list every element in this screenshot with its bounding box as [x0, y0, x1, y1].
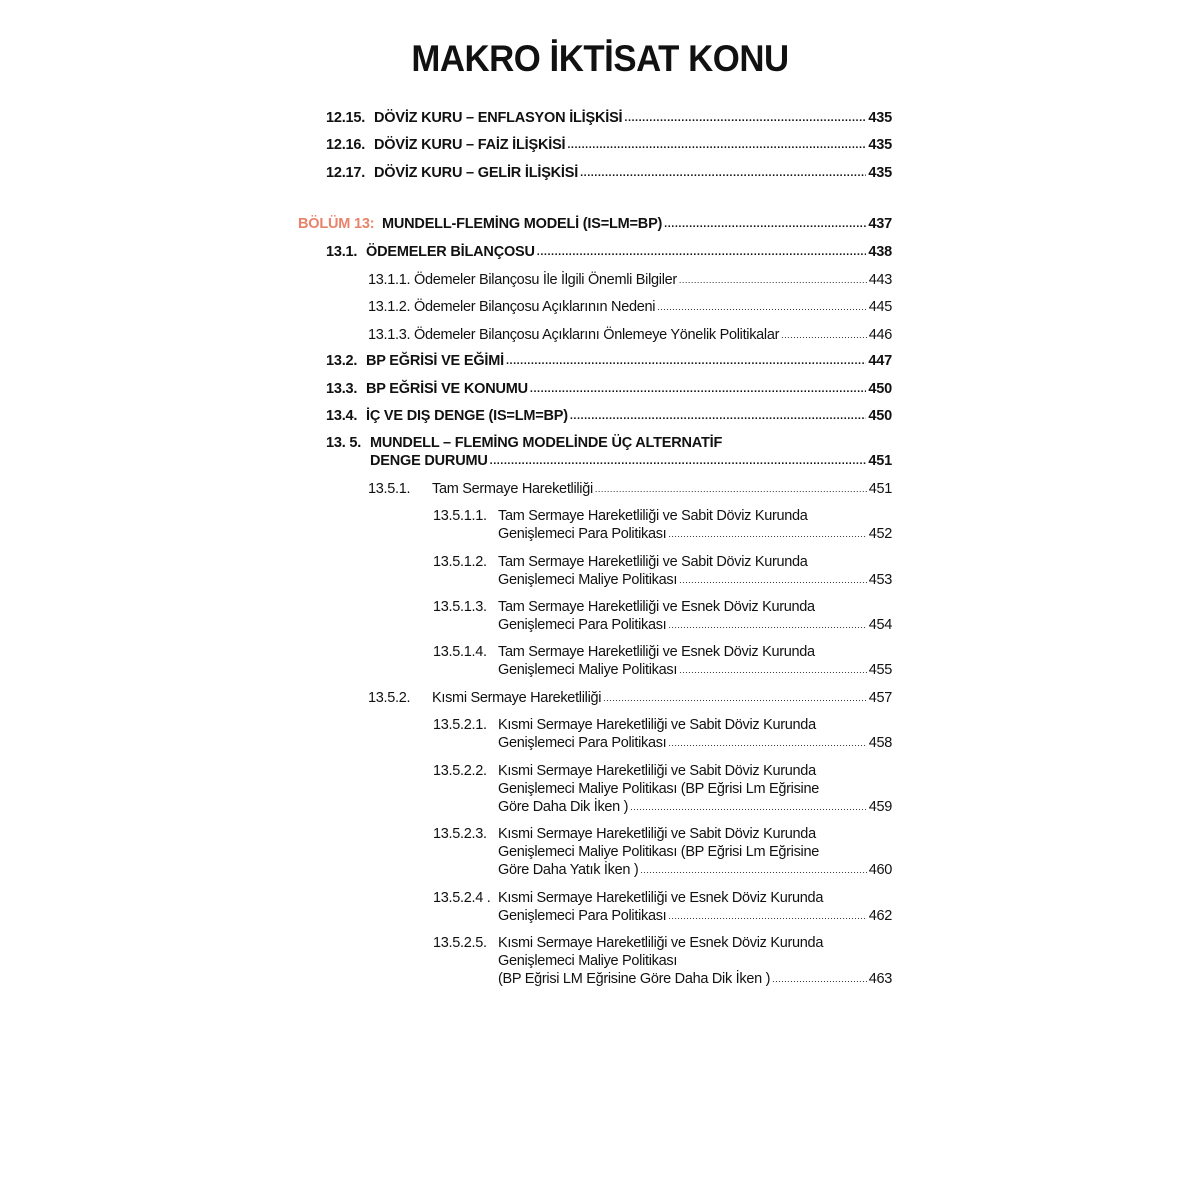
- toc-entry-number: 13.5.2.5.: [433, 935, 487, 951]
- toc-entry-number: 13. 5.: [326, 435, 362, 451]
- toc-entry-title-line: Kısmi Sermaye Hareketliliği ve Esnek Döviz Kurunda: [498, 890, 824, 906]
- toc-entry-number: 13.5.1.: [368, 481, 411, 497]
- toc-entry-title-line: Tam Sermaye Hareketliliği ve Esnek Döviz Kurunda: [498, 599, 815, 615]
- dot-leader: [595, 480, 867, 498]
- dot-leader: [490, 452, 867, 470]
- toc-entry-number: 13.4.: [326, 408, 358, 424]
- toc-entry-number: 13.1.2.: [368, 299, 411, 315]
- toc-entry[interactable]: [433, 643, 892, 679]
- toc-entry-page: 435: [868, 137, 892, 153]
- toc-entry-title: Genişlemeci Maliye Politikası: [498, 572, 678, 588]
- toc-entry-title-line: Tam Sermaye Hareketliliği ve Sabit Döviz Kurunda: [498, 508, 808, 524]
- toc-entry-number: 13.5.2.: [368, 690, 411, 706]
- toc-entry-number: 13.5.1.4.: [433, 644, 487, 660]
- toc-entry-title: Genişlemeci Maliye Politikası: [498, 662, 678, 678]
- toc-entry-page: 435: [868, 110, 892, 126]
- toc-entry-page: 445: [868, 299, 892, 315]
- dot-leader: [781, 326, 867, 344]
- toc-entry-page: 437: [868, 216, 892, 232]
- toc-entry-number: 13.5.2.3.: [433, 826, 487, 842]
- toc-entry-number: 13.5.1.2.: [433, 554, 487, 570]
- dot-leader: [668, 525, 866, 543]
- toc-entry-title: MUNDELL-FLEMİNG MODELİ (IS=LM=BP): [382, 216, 663, 232]
- dot-leader: [567, 136, 866, 154]
- toc-entry[interactable]: [326, 243, 892, 261]
- toc-entry[interactable]: [433, 716, 892, 752]
- dot-leader: [530, 380, 867, 398]
- toc-entry-title: Ödemeler Bilançosu Açıklarını Önlemeye Yönelik Politikalar: [414, 327, 780, 343]
- toc-entry-page: 463: [868, 971, 892, 987]
- toc-entry-title-line: Tam Sermaye Hareketliliği ve Sabit Döviz Kurunda: [498, 554, 808, 570]
- toc-entry-title-line: Genişlemeci Maliye Politikası (BP Eğrisi Lm Eğrisine: [498, 844, 819, 860]
- dot-leader: [679, 571, 867, 589]
- toc-entry-title-line: Genişlemeci Maliye Politikası: [498, 953, 678, 969]
- toc-entry-page: 457: [868, 690, 892, 706]
- toc-entry-title: Göre Daha Yatık İken ): [498, 862, 639, 878]
- toc-entry-page: 435: [868, 165, 892, 181]
- toc-entry-page: 460: [868, 862, 892, 878]
- toc-entry-page: 458: [868, 735, 892, 751]
- dot-leader: [580, 164, 866, 182]
- toc-entry[interactable]: [433, 762, 892, 816]
- toc-entry-number: 13.1.3.: [368, 327, 411, 343]
- dot-leader: [679, 661, 867, 679]
- toc-entry[interactable]: [368, 689, 892, 707]
- dot-leader: [668, 616, 866, 634]
- toc-entry-number: 12.16.: [326, 137, 366, 153]
- toc-entry-title: İÇ VE DIŞ DENGE (IS=LM=BP): [366, 408, 568, 424]
- toc-entry-page: 452: [868, 526, 892, 542]
- toc-entry-page: 453: [868, 572, 892, 588]
- toc-entry-title: DÖVİZ KURU – FAİZ İLİŞKİSİ: [374, 137, 566, 153]
- toc-entry-title: Genişlemeci Para Politikası: [498, 735, 667, 751]
- toc-entry-page: 455: [868, 662, 892, 678]
- toc-entry-page: 438: [868, 244, 892, 260]
- toc-entry-page: 443: [868, 272, 892, 288]
- toc-entry-number: 13.1.1.: [368, 272, 411, 288]
- toc-entry-number: 12.15.: [326, 110, 366, 126]
- toc-entry[interactable]: [433, 934, 892, 988]
- toc-entry-title: Genişlemeci Para Politikası: [498, 617, 667, 633]
- toc-entry[interactable]: [368, 271, 892, 289]
- toc-entry-number: 13.5.1.3.: [433, 599, 487, 615]
- toc-entry-title-line: Kısmi Sermaye Hareketliliği ve Sabit Döviz Kurunda: [498, 717, 816, 733]
- toc-entry-number: 13.5.2.2.: [433, 763, 487, 779]
- toc-entry-title: DENGE DURUMU: [370, 453, 488, 469]
- toc-entry-number: 13.5.1.1.: [433, 508, 487, 524]
- toc-entry-page: 462: [868, 908, 892, 924]
- toc-entry-number: 13.3.: [326, 381, 358, 397]
- toc-entry-title: Göre Daha Dik İken ): [498, 799, 629, 815]
- toc-entry-page: 459: [868, 799, 892, 815]
- toc-entry-title: BP EĞRİSİ VE EĞİMİ: [366, 353, 504, 369]
- toc-entry-page: 451: [868, 481, 892, 497]
- toc-entry-title: ÖDEMELER BİLANÇOSU: [366, 244, 535, 260]
- dot-leader: [624, 109, 866, 127]
- toc-entry-title-line: Tam Sermaye Hareketliliği ve Esnek Döviz Kurunda: [498, 644, 815, 660]
- dot-leader: [570, 407, 867, 425]
- toc-entry-number: 13.2.: [326, 353, 358, 369]
- toc-chapter-entry[interactable]: [298, 215, 892, 233]
- toc-entry-title: DÖVİZ KURU – GELİR İLİŞKİSİ: [374, 165, 579, 181]
- toc-entry-page: 447: [868, 353, 892, 369]
- toc-entry[interactable]: [326, 136, 892, 154]
- toc-entry-title-line: MUNDELL – FLEMİNG MODELİNDE ÜÇ ALTERNATİF: [370, 435, 723, 451]
- dot-leader: [664, 215, 866, 233]
- toc-entry-title-line: Genişlemeci Maliye Politikası (BP Eğrisi Lm Eğrisine: [498, 781, 819, 797]
- toc-entry-title: Kısmi Sermaye Hareketliliği: [432, 690, 602, 706]
- toc-entry-page: 451: [868, 453, 892, 469]
- dot-leader: [603, 689, 867, 707]
- toc-entry-page: 454: [868, 617, 892, 633]
- toc-entry-title-line: Kısmi Sermaye Hareketliliği ve Esnek Döviz Kurunda: [498, 935, 824, 951]
- toc-entry-number: 13.5.2.4 .: [433, 890, 491, 906]
- toc-entry-page: 450: [868, 408, 892, 424]
- page-title: MAKRO İKTİSAT KONU: [411, 38, 789, 79]
- toc-entry[interactable]: [326, 109, 892, 127]
- toc-entry-title: Genişlemeci Para Politikası: [498, 526, 667, 542]
- toc-entry[interactable]: [433, 553, 892, 589]
- dot-leader: [668, 907, 866, 925]
- toc-entry-title-line: Kısmi Sermaye Hareketliliği ve Sabit Döviz Kurunda: [498, 826, 816, 842]
- toc-entry-title: Ödemeler Bilançosu İle İlgili Önemli Bilgiler: [414, 272, 677, 288]
- toc-entry[interactable]: [368, 480, 892, 498]
- toc-entry-number: 13.1.: [326, 244, 358, 260]
- toc-entry-title: DÖVİZ KURU – ENFLASYON İLİŞKİSİ: [374, 110, 623, 126]
- toc-entry-number: 13.5.2.1.: [433, 717, 487, 733]
- toc-entry-title: BP EĞRİSİ VE KONUMU: [366, 381, 528, 397]
- toc-entry[interactable]: [433, 507, 892, 543]
- dot-leader: [668, 734, 866, 752]
- toc-entry[interactable]: [368, 326, 892, 344]
- toc-entry[interactable]: [326, 434, 892, 470]
- toc-entry[interactable]: [433, 598, 892, 634]
- dot-leader: [657, 298, 867, 316]
- toc-entry[interactable]: [326, 352, 892, 370]
- toc-entry-title: Genişlemeci Para Politikası: [498, 908, 667, 924]
- toc-entry[interactable]: [326, 407, 892, 425]
- toc-entry-page: 450: [868, 381, 892, 397]
- chapter-label: BÖLÜM 13:: [298, 216, 375, 232]
- dot-leader: [679, 271, 867, 289]
- dot-leader: [537, 243, 867, 261]
- dot-leader: [640, 861, 866, 879]
- toc-entry[interactable]: [433, 825, 892, 879]
- dot-leader: [506, 352, 866, 370]
- toc-entry-title: Ödemeler Bilançosu Açıklarının Nedeni: [414, 299, 656, 315]
- toc-entry-title: Tam Sermaye Hareketliliği: [432, 481, 593, 497]
- toc-entry[interactable]: [326, 164, 892, 182]
- toc-entry-title: (BP Eğrisi LM Eğrisine Göre Daha Dik İken ): [498, 971, 771, 987]
- toc-entry-title-line: Kısmi Sermaye Hareketliliği ve Sabit Döviz Kurunda: [498, 763, 816, 779]
- dot-leader: [630, 798, 867, 816]
- toc-entry[interactable]: [433, 889, 892, 925]
- toc-entry-number: 12.17.: [326, 165, 366, 181]
- dot-leader: [772, 970, 867, 988]
- toc-entry[interactable]: [326, 380, 892, 398]
- toc-entry[interactable]: [368, 298, 892, 316]
- toc-entry-page: 446: [868, 327, 892, 343]
